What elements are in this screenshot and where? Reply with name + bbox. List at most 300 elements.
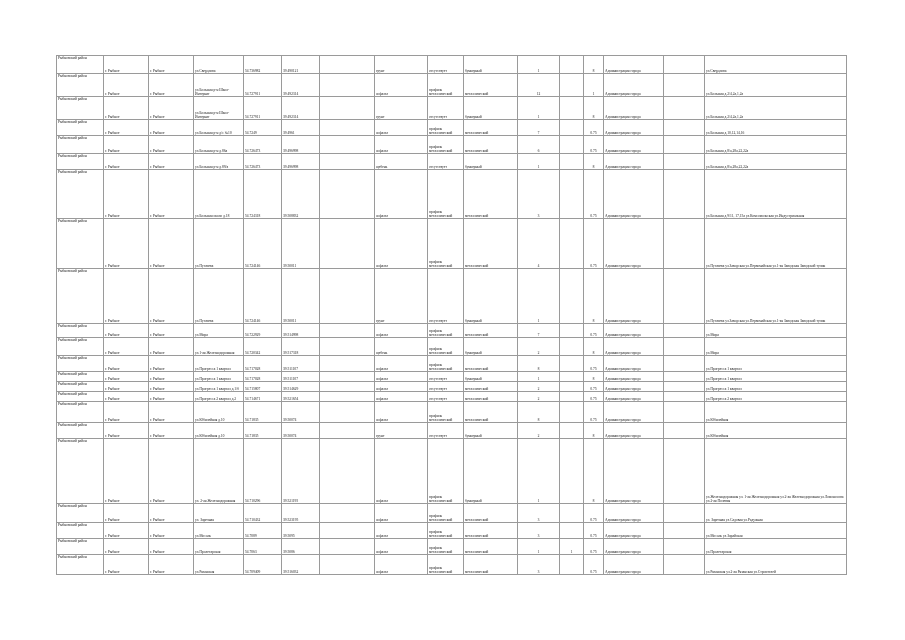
cell-latitude: 54.727911 (244, 74, 282, 97)
table-row (57, 439, 847, 504)
cell-surface: асфальт (375, 120, 428, 136)
cell-latitude: 54.724146 (244, 269, 282, 324)
cell-district: Рыбновский район (57, 555, 104, 575)
cell-address: ул. Заречная (194, 504, 244, 523)
cell-owner: Администрация города (604, 555, 664, 575)
cell-latitude: 54.724146 (244, 219, 282, 269)
cell-latitude: 54.717028 (244, 356, 282, 372)
cell-latitude: 54.724318 (244, 170, 282, 219)
cell-surface: грунт (375, 97, 428, 120)
cell-longitude: 39.492314 (282, 97, 320, 120)
cell-count: 2 (518, 423, 560, 439)
cell-count-extra (560, 136, 584, 154)
cell-city-1: г. Рыбное (104, 56, 149, 74)
cell-city-2: г. Рыбное (149, 372, 194, 382)
cell-city-1: г. Рыбное (104, 555, 149, 575)
cell-count: 7 (518, 324, 560, 338)
cell-fence: профиль металлический (428, 324, 464, 338)
cell-latitude: 54.71835 (244, 423, 282, 439)
cell-longitude: 39.521654 (282, 392, 320, 402)
cell-address: ул.Юбилейная д.10 (194, 402, 244, 423)
cell-longitude: 39.492314 (282, 74, 320, 97)
cell-empty-col (320, 324, 375, 338)
cell-latitude: 54.717028 (244, 372, 282, 382)
cell-fence: отсутствует (428, 154, 464, 170)
cell-served-streets: ул.Большая д.8/а,28а,22,22а (705, 136, 847, 154)
cell-count: 2 (518, 392, 560, 402)
cell-count-extra (560, 504, 584, 523)
spreadsheet-page (56, 55, 846, 575)
table-row (57, 74, 847, 97)
cell-city-2: г. Рыбное (149, 356, 194, 372)
cell-container-type: бункерный (464, 154, 518, 170)
cell-empty-col-2 (664, 219, 705, 269)
table-row (57, 269, 847, 324)
cell-empty-col (320, 539, 375, 555)
cell-served-streets: ул.Железнодорожная ул. 1-ая Железнодорожная ул.2-ая Железнодорожная ул.Ломоносова ул.2-ая Полевая (705, 439, 847, 504)
cell-district: Рыбновский район (57, 338, 104, 356)
cell-latitude: 54.736982 (244, 56, 282, 74)
cell-district: Рыбновский район (57, 324, 104, 338)
cell-fence: профиль металлический (428, 402, 464, 423)
cell-owner: Администрация города (604, 382, 664, 392)
cell-fence: профиль металлический (428, 120, 464, 136)
cell-count-extra (560, 170, 584, 219)
cell-empty-col-2 (664, 338, 705, 356)
cell-count-extra (560, 555, 584, 575)
cell-volume: 0.75 (584, 504, 604, 523)
cell-served-streets: ул.Большая д.2/4,2а,1,2а (705, 74, 847, 97)
cell-address: ул.Большая р-н д/с №10 (194, 120, 244, 136)
cell-owner: Администрация города (604, 338, 664, 356)
cell-longitude: 39.50074 (282, 423, 320, 439)
cell-volume: 8 (584, 269, 604, 324)
cell-city-1: г. Рыбное (104, 392, 149, 402)
cell-empty-col-2 (664, 423, 705, 439)
cell-volume: 8 (584, 439, 604, 504)
cell-count: 1 (518, 56, 560, 74)
cell-owner: Администрация города (604, 324, 664, 338)
cell-address: ул.Рязанская (194, 555, 244, 575)
table-row (57, 372, 847, 382)
cell-served-streets: ул.Мира (705, 324, 847, 338)
cell-count: 3 (518, 170, 560, 219)
cell-owner: Администрация города (604, 56, 664, 74)
cell-district: Рыбновский район (57, 219, 104, 269)
cell-count: 3 (518, 555, 560, 575)
cell-address: ул.Большая р-н д.86а (194, 136, 244, 154)
cell-longitude: 39.5086 (282, 539, 320, 555)
cell-latitude: 54.710432 (244, 504, 282, 523)
cell-count: 1 (518, 539, 560, 555)
cell-count: 6 (518, 136, 560, 154)
cell-empty-col (320, 338, 375, 356)
cell-served-streets: ул.Большая д.2/4,2а,1,2а (705, 97, 847, 120)
cell-served-streets: ул.Юбилейная (705, 423, 847, 439)
cell-count-extra (560, 120, 584, 136)
cell-owner: Администрация города (604, 170, 664, 219)
table-row (57, 523, 847, 539)
table-row (57, 423, 847, 439)
cell-district: Рыбновский район (57, 97, 104, 120)
cell-latitude: 54.726473 (244, 136, 282, 154)
cell-longitude: 39.496998 (282, 136, 320, 154)
cell-count: 3 (518, 523, 560, 539)
table-row (57, 154, 847, 170)
cell-city-1: г. Рыбное (104, 539, 149, 555)
cell-city-1: г. Рыбное (104, 154, 149, 170)
cell-count-extra (560, 402, 584, 423)
cell-surface: асфальт (375, 356, 428, 372)
cell-count: 1 (518, 269, 560, 324)
cell-served-streets: ул.Рязанская ул.2-ая Рязанская ул.Строителей (705, 555, 847, 575)
cell-city-1: г. Рыбное (104, 97, 149, 120)
cell-city-1: г. Рыбное (104, 439, 149, 504)
cell-district: Рыбновский район (57, 269, 104, 324)
cell-volume: 0.75 (584, 402, 604, 423)
cell-latitude: 54.7089 (244, 523, 282, 539)
cell-empty-col-2 (664, 74, 705, 97)
cell-city-1: г. Рыбное (104, 324, 149, 338)
cell-latitude: 54.709409 (244, 555, 282, 575)
cell-container-type: бункерный (464, 269, 518, 324)
cell-latitude: 54.715807 (244, 382, 282, 392)
cell-count-extra (560, 269, 584, 324)
cell-fence: профиль металлический (428, 555, 464, 575)
cell-district: Рыбновский район (57, 154, 104, 170)
cell-count: 1 (518, 154, 560, 170)
cell-count: 2 (518, 382, 560, 392)
cell-district: Рыбновский район (57, 539, 104, 555)
cell-empty-col-2 (664, 382, 705, 392)
cell-fence: профиль металлический (428, 439, 464, 504)
cell-longitude: 39.511107 (282, 356, 320, 372)
cell-empty-col-2 (664, 120, 705, 136)
cell-latitude: 54.71835 (244, 402, 282, 423)
cell-container-type: металлический (464, 324, 518, 338)
cell-address: ул.Прогресса 1 квартал (194, 372, 244, 382)
cell-empty-col-2 (664, 136, 705, 154)
table-row (57, 539, 847, 555)
cell-city-1: г. Рыбное (104, 219, 149, 269)
cell-district: Рыбновский район (57, 120, 104, 136)
cell-served-streets: ул.Свердлова (705, 56, 847, 74)
cell-surface: грунт (375, 269, 428, 324)
cell-empty-col-2 (664, 269, 705, 324)
cell-address: ул.Пугачева (194, 269, 244, 324)
cell-address: ул.Прогресса 1 квартал д.1/б (194, 382, 244, 392)
cell-container-type: металлический (464, 523, 518, 539)
cell-container-type: металлический (464, 555, 518, 575)
cell-address: ул.Большая р-н Школ- Интернат (194, 97, 244, 120)
cell-served-streets: ул.Прогресса 2 квартал (705, 392, 847, 402)
cell-district: Рыбновский район (57, 382, 104, 392)
cell-address: ул.Пугачева (194, 219, 244, 269)
cell-city-2: г. Рыбное (149, 392, 194, 402)
cell-owner: Администрация города (604, 120, 664, 136)
cell-city-1: г. Рыбное (104, 372, 149, 382)
cell-count-extra (560, 154, 584, 170)
cell-empty-col-2 (664, 154, 705, 170)
cell-served-streets: ул.Мира (705, 338, 847, 356)
cell-empty-col-2 (664, 392, 705, 402)
cell-empty-col (320, 74, 375, 97)
cell-city-2: г. Рыбное (149, 423, 194, 439)
cell-empty-col-2 (664, 170, 705, 219)
cell-city-2: г. Рыбное (149, 56, 194, 74)
cell-served-streets: ул.Прогресса 1 квартал (705, 372, 847, 382)
cell-city-1: г. Рыбное (104, 523, 149, 539)
cell-surface: асфальт (375, 539, 428, 555)
cell-owner: Администрация города (604, 423, 664, 439)
cell-owner: Администрация города (604, 154, 664, 170)
cell-container-type: металлический (464, 74, 518, 97)
cell-address: ул.Свердлова (194, 56, 244, 74)
cell-longitude: 39.521195 (282, 439, 320, 504)
cell-owner: Администрация города (604, 539, 664, 555)
cell-volume: 8 (584, 372, 604, 382)
cell-city-2: г. Рыбное (149, 382, 194, 392)
cell-container-type: бункерный (464, 338, 518, 356)
cell-volume: 8 (584, 97, 604, 120)
cell-empty-col (320, 555, 375, 575)
cell-city-2: г. Рыбное (149, 324, 194, 338)
cell-latitude: 54.720342 (244, 338, 282, 356)
cell-count: 8 (518, 402, 560, 423)
cell-count-extra (560, 392, 584, 402)
cell-served-streets: ул.Пугачева ул.Заводская ул.Первомайская ул.1-ая Заводская Заводской тупик (705, 269, 847, 324)
cell-container-type: металлический (464, 136, 518, 154)
cell-address: ул.Мосаль (194, 523, 244, 539)
cell-city-2: г. Рыбное (149, 523, 194, 539)
cell-longitude: 39.516032 (282, 555, 320, 575)
cell-address: ул.1-ая Железнодорожная (194, 338, 244, 356)
cell-district: Рыбновский район (57, 74, 104, 97)
table-row (57, 324, 847, 338)
cell-served-streets: ул.Прогресса 1 квартал (705, 356, 847, 372)
cell-city-1: г. Рыбное (104, 382, 149, 392)
cell-surface: асфальт (375, 372, 428, 382)
cell-surface: асфальт (375, 74, 428, 97)
cell-fence: профиль металлический (428, 523, 464, 539)
cell-volume: 0.75 (584, 555, 604, 575)
cell-empty-col (320, 356, 375, 372)
cell-surface: асфальт (375, 439, 428, 504)
cell-latitude: 54.714671 (244, 392, 282, 402)
cell-count-extra (560, 56, 584, 74)
cell-owner: Администрация города (604, 523, 664, 539)
cell-owner: Администрация города (604, 356, 664, 372)
cell-container-type: металлический (464, 402, 518, 423)
cell-count-extra (560, 324, 584, 338)
cell-volume: 8 (584, 56, 604, 74)
cell-city-2: г. Рыбное (149, 338, 194, 356)
cell-longitude: 39.50011 (282, 219, 320, 269)
table-row (57, 555, 847, 575)
cell-empty-col (320, 504, 375, 523)
cell-district: Рыбновский район (57, 439, 104, 504)
cell-served-streets: ул.Прогресса 1 квартал (705, 382, 847, 392)
cell-latitude: 54.7063 (244, 539, 282, 555)
cell-empty-col (320, 423, 375, 439)
cell-volume: 0.75 (584, 539, 604, 555)
cell-surface: асфальт (375, 219, 428, 269)
cell-empty-col (320, 170, 375, 219)
cell-volume: 0.75 (584, 382, 604, 392)
cell-container-type: металлический (464, 120, 518, 136)
cell-latitude: 54.727911 (244, 97, 282, 120)
cell-count: 1 (518, 439, 560, 504)
cell-served-streets: ул.Юбилейная (705, 402, 847, 423)
cell-count-extra (560, 439, 584, 504)
cell-container-type: металлический (464, 539, 518, 555)
cell-longitude: 39.508832 (282, 170, 320, 219)
cell-fence: отсутствует (428, 97, 464, 120)
cell-surface: асфальт (375, 392, 428, 402)
cell-count: 1 (518, 372, 560, 382)
cell-surface: щебень (375, 154, 428, 170)
cell-longitude: 39.4961 (282, 120, 320, 136)
cell-latitude: 54.710296 (244, 439, 282, 504)
cell-fence: профиль металлический (428, 74, 464, 97)
cell-city-2: г. Рыбное (149, 136, 194, 154)
cell-city-2: г. Рыбное (149, 269, 194, 324)
cell-container-type: металлический (464, 170, 518, 219)
cell-city-1: г. Рыбное (104, 74, 149, 97)
cell-fence: профиль металлический (428, 170, 464, 219)
cell-district: Рыбновский район (57, 136, 104, 154)
cell-district: Рыбновский район (57, 392, 104, 402)
cell-city-1: г. Рыбное (104, 269, 149, 324)
cell-address: ул.Юбилейная д.10 (194, 423, 244, 439)
cell-empty-col (320, 97, 375, 120)
table-row (57, 382, 847, 392)
cell-volume: 1 (584, 74, 604, 97)
cell-owner: Администрация города (604, 402, 664, 423)
cell-address: ул.Мира (194, 324, 244, 338)
cell-served-streets: ул.Большая д.9/11, 17,15а ул.Комсомольская ул.Индустриальная (705, 170, 847, 219)
cell-city-2: г. Рыбное (149, 120, 194, 136)
table-row (57, 356, 847, 372)
cell-owner: Администрация города (604, 269, 664, 324)
cell-surface: асфальт (375, 523, 428, 539)
cell-address: ул.Прогресса 1 квартал (194, 356, 244, 372)
cell-count: 8 (518, 356, 560, 372)
cell-city-2: г. Рыбное (149, 74, 194, 97)
cell-count-extra (560, 423, 584, 439)
cell-empty-col (320, 523, 375, 539)
cell-district: Рыбновский район (57, 423, 104, 439)
cell-longitude: 39.514629 (282, 382, 320, 392)
cell-surface: асфальт (375, 136, 428, 154)
cell-district: Рыбновский район (57, 170, 104, 219)
cell-city-1: г. Рыбное (104, 338, 149, 356)
table-row (57, 170, 847, 219)
cell-empty-col (320, 269, 375, 324)
cell-volume: 0.75 (584, 523, 604, 539)
cell-container-type: бункерный (464, 439, 518, 504)
cell-city-2: г. Рыбное (149, 154, 194, 170)
cell-empty-col (320, 439, 375, 504)
cell-fence: профиль металлический (428, 219, 464, 269)
cell-fence: профиль металлический (428, 504, 464, 523)
cell-owner: Администрация города (604, 439, 664, 504)
cell-surface: грунт (375, 56, 428, 74)
cell-latitude: 54.726473 (244, 154, 282, 170)
cell-served-streets: ул. Заречная ул.Садовая ул.Радужная (705, 504, 847, 523)
cell-address: ул.Пролетарская (194, 539, 244, 555)
cell-volume: 0.75 (584, 392, 604, 402)
cell-surface: грунт (375, 423, 428, 439)
cell-count: 1 (518, 97, 560, 120)
cell-fence: отсутствует (428, 392, 464, 402)
cell-count-extra: 1 (560, 539, 584, 555)
cell-city-1: г. Рыбное (104, 423, 149, 439)
cell-empty-col-2 (664, 56, 705, 74)
cell-volume: 8 (584, 154, 604, 170)
cell-longitude: 39.5095 (282, 523, 320, 539)
cell-served-streets: ул.Пугачева ул.Заводская ул.Первомайская ул.1-ая Заводская Заводской тупик (705, 219, 847, 269)
cell-city-1: г. Рыбное (104, 120, 149, 136)
cell-empty-col (320, 372, 375, 382)
cell-surface: асфальт (375, 324, 428, 338)
table-row (57, 219, 847, 269)
cell-count: 3 (518, 504, 560, 523)
cell-district: Рыбновский район (57, 523, 104, 539)
cell-empty-col (320, 382, 375, 392)
cell-container-type: бункерный (464, 97, 518, 120)
cell-owner: Администрация города (604, 504, 664, 523)
cell-city-2: г. Рыбное (149, 97, 194, 120)
cell-count: 12 (518, 74, 560, 97)
cell-container-type: металлический (464, 392, 518, 402)
cell-container-type: металлический (464, 504, 518, 523)
cell-longitude: 39.50074 (282, 402, 320, 423)
cell-volume: 0.75 (584, 219, 604, 269)
cell-city-2: г. Рыбное (149, 539, 194, 555)
cell-empty-col (320, 120, 375, 136)
cell-address: ул.Большая р-н Школ- Интернат (194, 74, 244, 97)
cell-count-extra (560, 382, 584, 392)
cell-volume: 0.75 (584, 356, 604, 372)
cell-latitude: 54.7249 (244, 120, 282, 136)
cell-city-1: г. Рыбное (104, 170, 149, 219)
cell-longitude: 39.523195 (282, 504, 320, 523)
cell-surface: асфальт (375, 555, 428, 575)
cell-fence: отсутствует (428, 269, 464, 324)
cell-container-type: бункерный (464, 56, 518, 74)
cell-surface: асфальт (375, 170, 428, 219)
cell-owner: Администрация города (604, 97, 664, 120)
cell-count-extra (560, 372, 584, 382)
cell-empty-col-2 (664, 439, 705, 504)
cell-empty-col (320, 56, 375, 74)
cell-city-2: г. Рыбное (149, 439, 194, 504)
cell-volume: 0.75 (584, 120, 604, 136)
cell-count: 4 (518, 219, 560, 269)
cell-served-streets: ул.Мосаль ул.Зарайская (705, 523, 847, 539)
cell-count-extra (560, 356, 584, 372)
cell-address: ул. 2-ая Железнодорожная (194, 439, 244, 504)
cell-city-2: г. Рыбное (149, 402, 194, 423)
cell-fence: профиль металлический (428, 136, 464, 154)
cell-empty-col-2 (664, 523, 705, 539)
cell-empty-col-2 (664, 372, 705, 382)
cell-count-extra (560, 338, 584, 356)
table-row (57, 402, 847, 423)
cell-district: Рыбновский район (57, 356, 104, 372)
table-row (57, 338, 847, 356)
